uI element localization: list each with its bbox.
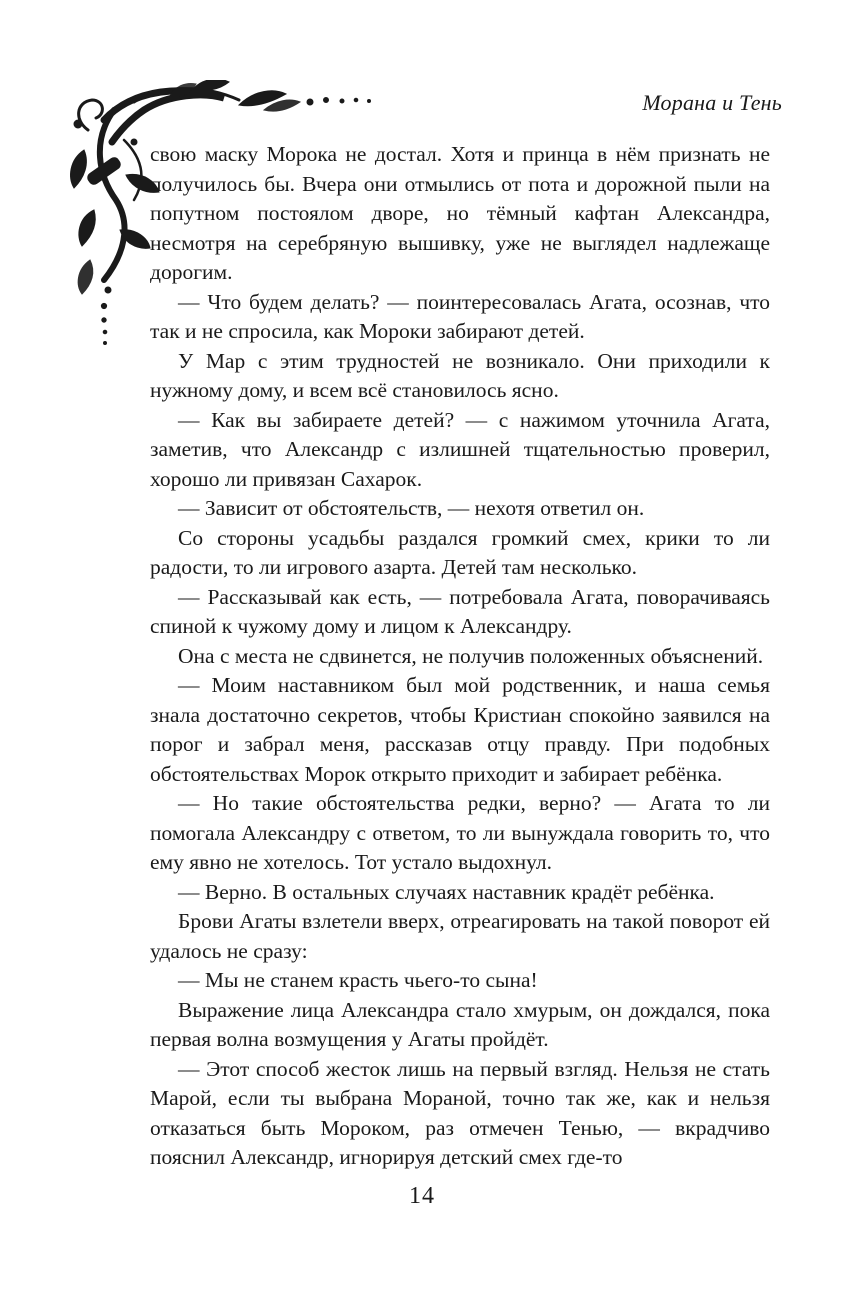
running-title: Морана и Тень (642, 90, 782, 115)
paragraph: свою маску Морока не достал. Хотя и принца в нём признать не получилось бы. Вчера они отмылись от пота и дорожной пыли на попутном постоялом дворе, но тёмный кафтан Александра, несмотря на серебряную вышивку, уже не выглядел надлежаще дорогим. (150, 142, 770, 284)
paragraph: Со стороны усадьбы раздался громкий смех, крики то ли радости, то ли игрового азарта. Детей там несколько. (150, 525, 770, 579)
paragraph: — Этот способ жесток лишь на первый взгляд. Нельзя не стать Марой, если ты выбрана Мораной, точно так же, как и нельзя отказаться быть Мороком, раз отмечен Тенью, — вкрадчиво пояснил Александр, игнорируя детский смех где-то (150, 1056, 770, 1169)
paragraph: — Мы не станем красть чьего-то сына! (178, 968, 538, 992)
paragraph: — Как вы забираете детей? — с нажимом уточнила Агата, заметив, что Александр с излишней тщательностью проверил, хорошо ли привязан Сахарок. (150, 407, 770, 491)
paragraph: Выражение лица Александра стало хмурым, он дождался, пока первая волна возмущения у Агаты пройдёт. (150, 997, 770, 1051)
paragraph: Она с места не сдвинется, не получив положенных объяснений. (178, 643, 764, 668)
paragraph: — Моим наставником был мой родственник, и наша семья знала достаточно секретов, чтобы Кристиан спокойно заявился на порог и забрал меня, рассказав отцу правду. При подобных обстоятельствах Морок открыто приходит и забирает ребёнка. (150, 673, 770, 786)
paragraph: У Мар с этим трудностей не возникало. Они приходили к нужному дому, и всем всё становилось ясно. (150, 348, 770, 402)
paragraph: — Что будем делать? — поинтересовалась Агата, осознав, что так и не спросила, как Мороки забирают детей. (150, 289, 770, 343)
paragraph: Брови Агаты взлетели вверх, отреагировать на такой поворот ей удалось не сразу: (150, 909, 770, 963)
body-text (150, 140, 770, 1173)
paragraph: — Рассказывай как есть, — потребовала Агата, поворачиваясь спиной к чужому дому и лицом к Александру. (150, 584, 770, 638)
paragraph: — Но такие обстоятельства редки, верно? — Агата то ли помогала Александру с ответом, то ли вынуждала говорить то, что ему явно не хотелось. Тот устало выдохнул. (150, 791, 770, 874)
page-number: 14 (409, 1183, 435, 1209)
paragraph: — Зависит от обстоятельств, — нехотя ответил он. (178, 496, 645, 520)
paragraph: — Верно. В остальных случаях наставник крадёт ребёнка. (178, 879, 715, 904)
